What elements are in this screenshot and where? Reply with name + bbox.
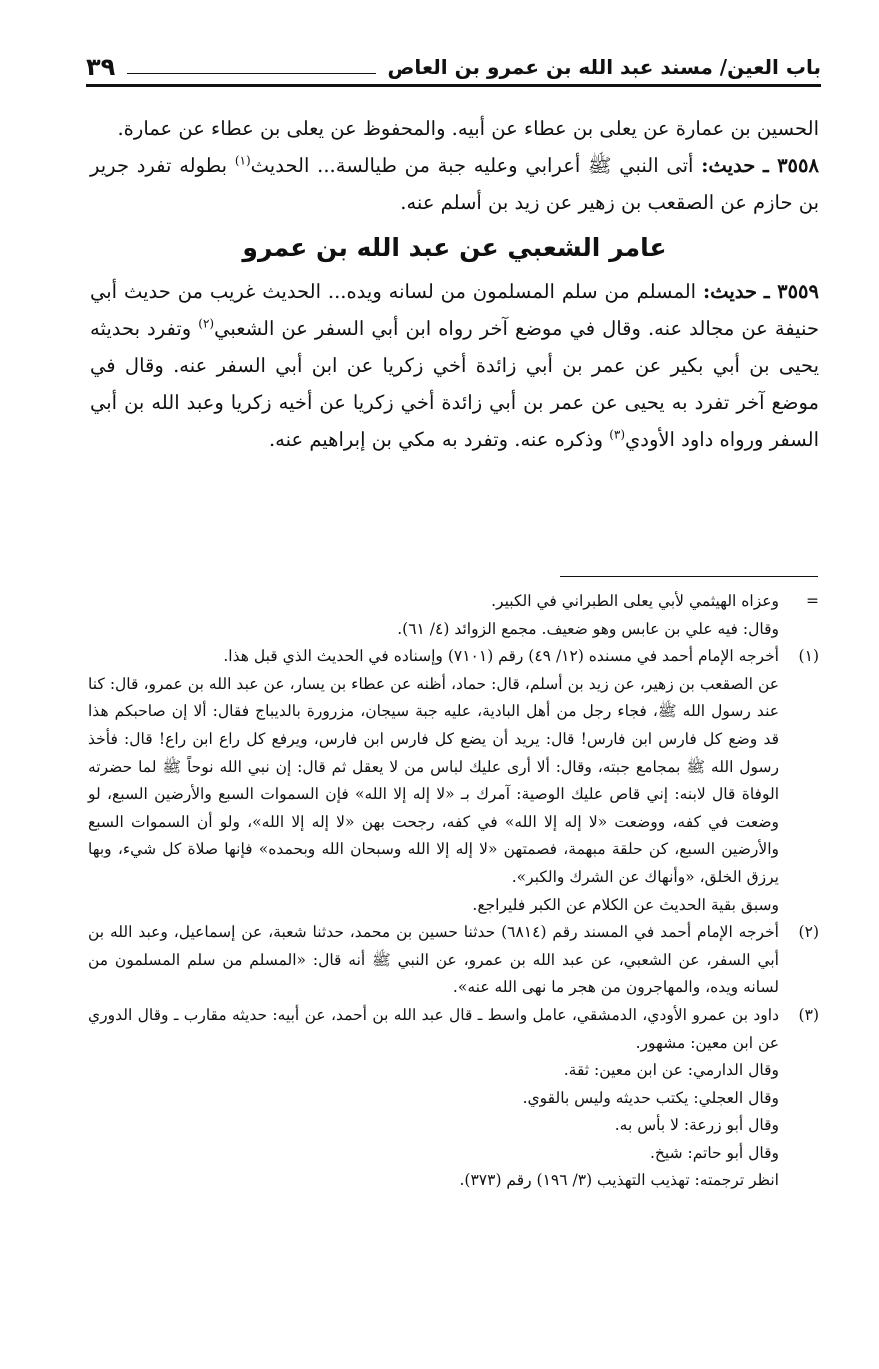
footnote-continuation [88,588,819,643]
footnote-ref: (٢) [198,316,215,331]
footnote-body [88,1002,779,1195]
footnote-line: وقال أبو حاتم: شيخ. [649,1143,779,1162]
header-dash-line [127,73,375,74]
footnote-line: وقال الدارمي: عن ابن معين: ثقة. [563,1061,779,1080]
header-rule [86,84,821,87]
footnotes [88,588,819,1195]
footnote-marker: = [806,592,819,610]
hadith-text: بطوله تفرد جرير بن حازم عن الصقعب بن زهير عن زيد بن أسلم عنه. [90,154,819,214]
footnote-line: وقال: فيه علي بن عابس وهو ضعيف. مجمع الزوائد (٤/ ٦١). [397,619,779,638]
hadith-label: حديث: [701,154,756,177]
hadith-label: حديث: [702,280,758,303]
running-title: باب العين/ مسند عبد الله بن عمرو بن العاص [387,55,821,79]
intro-paragraph: الحسين بن عمارة عن يعلى بن عطاء عن أبيه. والمحفوظ عن يعلى بن عطاء عن عمارة. [117,117,819,140]
hadith-text: وتفرد بحديثه يحيى بن أبي بكير عن عمر بن أبي زائدة أخي زكريا عن ابن أبي السفر عنه. وقال في موضع آخر تفرد به يحيى عن عمر بن أبي زائدة أخي زكريا عن أخيه زكريا وعبد الله بن أبي السفر ورواه داود الأودي [90,317,819,451]
hadith-number: ٣٥٥٨ ـ [763,154,819,177]
footnote-line: أخرجه الإمام أحمد في المسند رقم (٦٨١٤) حدثنا حسين بن محمد، حدثنا شعبة، عن إسماعيل، وعبد الله بن أبي السفر، عن الشعبي، عن عبد الله بن عمرو، عن النبي ﷺ أنه قال: «المسلم من سلم المسلمون من لسانه ويده، والمهاجرون من هجر ما نهى الله عنه». [88,923,779,997]
footnote-line: وعزاه الهيثمي لأبي يعلى الطبراني في الكبير. [491,592,779,610]
footnote-marker: (٢) [798,923,819,942]
footnote-1 [88,643,819,919]
footnote-body [88,643,779,919]
footnote-separator [560,576,818,577]
footnote-2 [88,919,819,1002]
footnote-marker: (٣) [798,1005,819,1024]
main-text [90,110,819,458]
hadith-number: ٣٥٥٩ ـ [763,280,819,303]
footnote-body [88,588,779,643]
footnote-line: وقال أبو زرعة: لا بأس به. [614,1116,779,1135]
footnote-marker: (١) [798,647,819,666]
footnote-ref: (١) [234,153,251,168]
hadith-text: أتى النبي ﷺ أعرابي وعليه جبة من طيالسة... الحديث [250,154,694,177]
footnote-3 [88,1002,819,1195]
hadith-3558 [90,147,819,221]
footnote-ref: (٣) [609,427,626,442]
section-heading: عامر الشعبي عن عبد الله بن عمرو [242,233,667,262]
footnote-line: داود بن عمرو الأودي، الدمشقي، عامل واسط ـ قال عبد الله بن أحمد، عن أبيه: حديثه مقارب ـ وقال الدوري عن ابن معين: مشهور. [88,1005,779,1052]
hadith-3559 [90,273,819,458]
footnote-line: وسبق بقية الحديث عن الكلام عن الكبر فليراجع. [472,895,779,914]
page-number: ٣٩ [86,53,116,81]
page-header [86,38,821,82]
footnote-body [88,919,779,1002]
hadith-text: وذكره عنه. وتفرد به مكي بن إبراهيم عنه. [268,428,603,451]
footnote-line: وقال العجلي: يكتب حديثه وليس بالقوي. [522,1088,779,1107]
footnote-line: عن الصقعب بن زهير، عن زيد بن أسلم، قال: حماد، أظنه عن عطاء بن يسار، عن عبد الله بن عمرو، قال: كنا عند رسول الله ﷺ، فجاء رجل من أهل البادية، عليه جبة سيجان، مزرورة بالديباج فقال: ألا إن صاحبكم هذا قد وضع كل فارس ابن فارس! قال: يريد أن يضع كل فارس ابن فارس، ويرفع كل راع ابن راع! قال: فأخذ رسول الله ﷺ بمجامع جبته، وقال: ألا أرى عليك لباس من لا يعقل ثم قال: إن نبي الله نوحاً ﷺ لما حضرته الوفاة قال لابنه: إني قاص عليك الوصية: آمرك بـ «لا إله إلا الله» فإن السموات السبع والأرضين السبع، لو وضعت في كفه، ووضعت «لا إله إلا الله» في كفه، رجحت بهن «لا إله إلا الله»، ولو أن السموات السبع والأرضين السبع، كن حلقة مبهمة، فصمتهن «لا إله إلا الله وسبحان الله وبحمده» فإنها صلاة كل شيء، وبها يرزق الخلق، «وأنهاك عن الشرك والكبر». [88,674,779,886]
footnote-line: انظر ترجمته: تهذيب التهذيب (٣/ ١٩٦) رقم (٣٧٣). [459,1171,779,1190]
footnote-line: أخرجه الإمام أحمد في مسنده (١٢/ ٤٩) رقم (٧١٠١) وإسناده في الحديث الذي قبل هذا. [223,647,779,666]
hadith-text: المسلم من سلم المسلمون من لسانه ويده... الحديث غريب من حديث أبي حنيفة عن مجالد عنه. وقال في موضع آخر رواه ابن أبي السفر عن الشعبي [90,280,819,340]
